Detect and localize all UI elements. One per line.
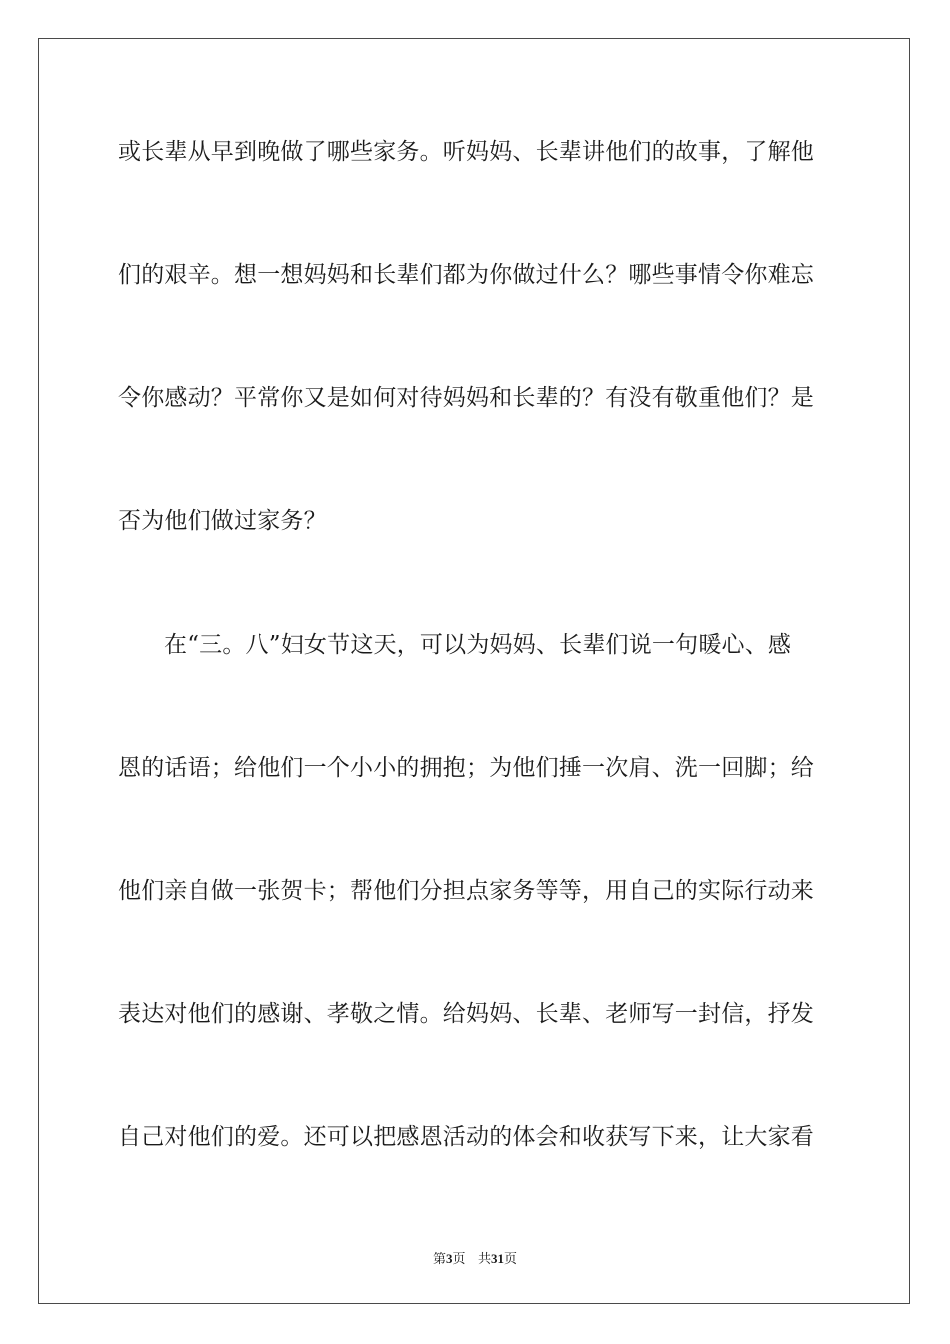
footer-total-unit: 页 [503,1252,517,1267]
body-line-5-paragraph-start: 在“三。八”妇女节这天，可以为妈妈、长辈们说一句暖心、感 [164,632,792,658]
footer-total-pages: 31 [490,1251,504,1266]
body-line-3: 令你感动？平常你又是如何对待妈妈和长辈的？有没有敬重他们？是 [118,385,814,411]
body-line-2: 们的艰辛。想一想妈妈和长辈们都为你做过什么？哪些事情令你难忘 [118,262,814,288]
body-line-7: 他们亲自做一张贺卡；帮他们分担点家务等等，用自己的实际行动来 [118,878,814,904]
footer-page-prefix: 第 [433,1252,447,1267]
footer-total-prefix: 共 [477,1252,491,1267]
footer-page-unit: 页 [452,1252,466,1267]
footer-page-number: 3 [446,1251,453,1266]
body-line-8: 表达对他们的感谢、孝敬之情。给妈妈、长辈、老师写一封信，抒发 [118,1001,814,1027]
body-line-1: 或长辈从早到晚做了哪些家务。听妈妈、长辈讲他们的故事，了解他 [118,139,814,165]
body-line-6: 恩的话语；给他们一个小小的拥抱；为他们捶一次肩、洗一回脚；给 [118,755,814,781]
body-line-9: 自己对他们的爱。还可以把感恩活动的体会和收获写下来，让大家看 [118,1124,814,1150]
page-frame [38,38,910,1304]
body-line-4: 否为他们做过家务？ [118,508,327,534]
page-footer [0,1248,950,1267]
